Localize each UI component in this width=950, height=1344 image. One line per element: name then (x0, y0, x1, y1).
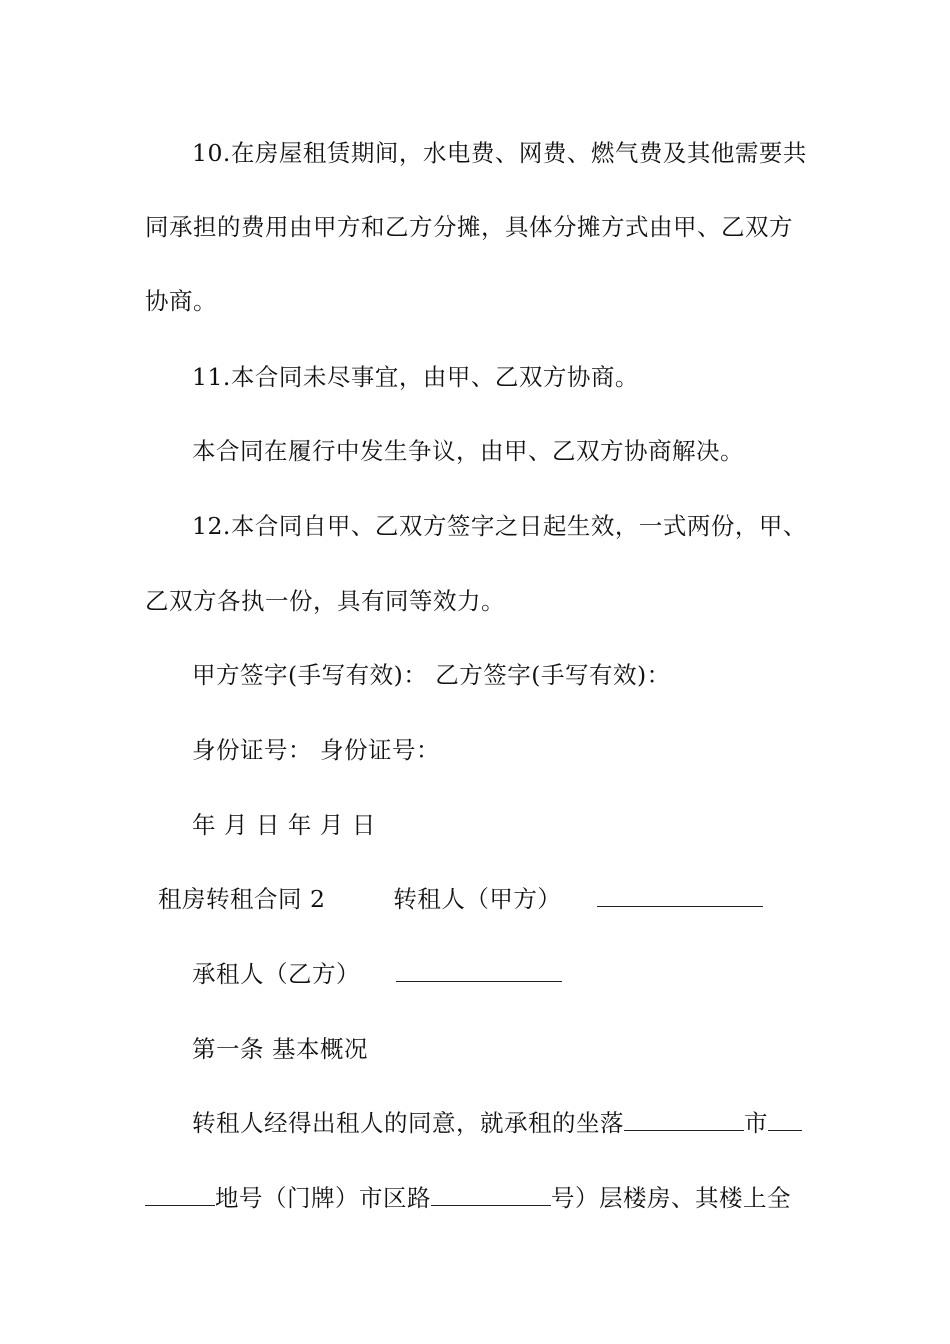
article-1-text-b: 市 (744, 1109, 768, 1137)
paragraph-11-line-1: 11.本合同未尽事宜，由甲、乙双方协商。 (192, 363, 639, 391)
id-number-line: 身份证号： 身份证号： (192, 736, 440, 764)
lessee-label: 承租人（乙方） (192, 960, 360, 988)
article-1-text-a: 转租人经得出租人的同意，就承租的坐落 (192, 1109, 624, 1137)
paragraph-12-line-2: 乙双方各执一份，具有同等效力。 (145, 587, 505, 615)
paragraph-10-line-1: 10.在房屋租赁期间，水电费、网费、燃气费及其他需要共 (192, 139, 807, 167)
article-1-heading: 第一条 基本概况 (192, 1035, 368, 1063)
date-line: 年 月 日 年 月 日 (192, 811, 376, 839)
paragraph-10-line-3: 协商。 (145, 287, 217, 315)
article-1-line-2 (145, 1183, 791, 1213)
sublessor-label: 转租人（甲方） (393, 885, 562, 913)
number-blank (431, 1183, 551, 1206)
sublessor-blank (597, 884, 763, 907)
paragraph-12-line-1: 12.本合同自甲、乙双方签字之日起生效，一式两份，甲、 (192, 512, 807, 540)
contract-2-title: 租房转租合同 2 (158, 885, 326, 913)
lessee-line (192, 959, 562, 989)
signature-line: 甲方签字(手写有效)： 乙方签字(手写有效)： (192, 661, 671, 689)
paragraph-11-line-2: 本合同在履行中发生争议，由甲、乙双方协商解决。 (192, 437, 744, 465)
paragraph-10-line-2: 同承担的费用由甲方和乙方分摊，具体分摊方式由甲、乙双方 (145, 213, 793, 241)
city-blank (624, 1108, 744, 1131)
district-blank-end (145, 1183, 215, 1206)
district-blank-start (768, 1108, 802, 1131)
article-1-line-1 (192, 1108, 802, 1138)
article-1-text-c: 地号（门牌）市区路 (215, 1184, 431, 1212)
lessee-blank (396, 959, 562, 982)
contract-2-heading (158, 884, 763, 914)
article-1-text-d: 号）层楼房、其楼上全 (551, 1184, 791, 1212)
